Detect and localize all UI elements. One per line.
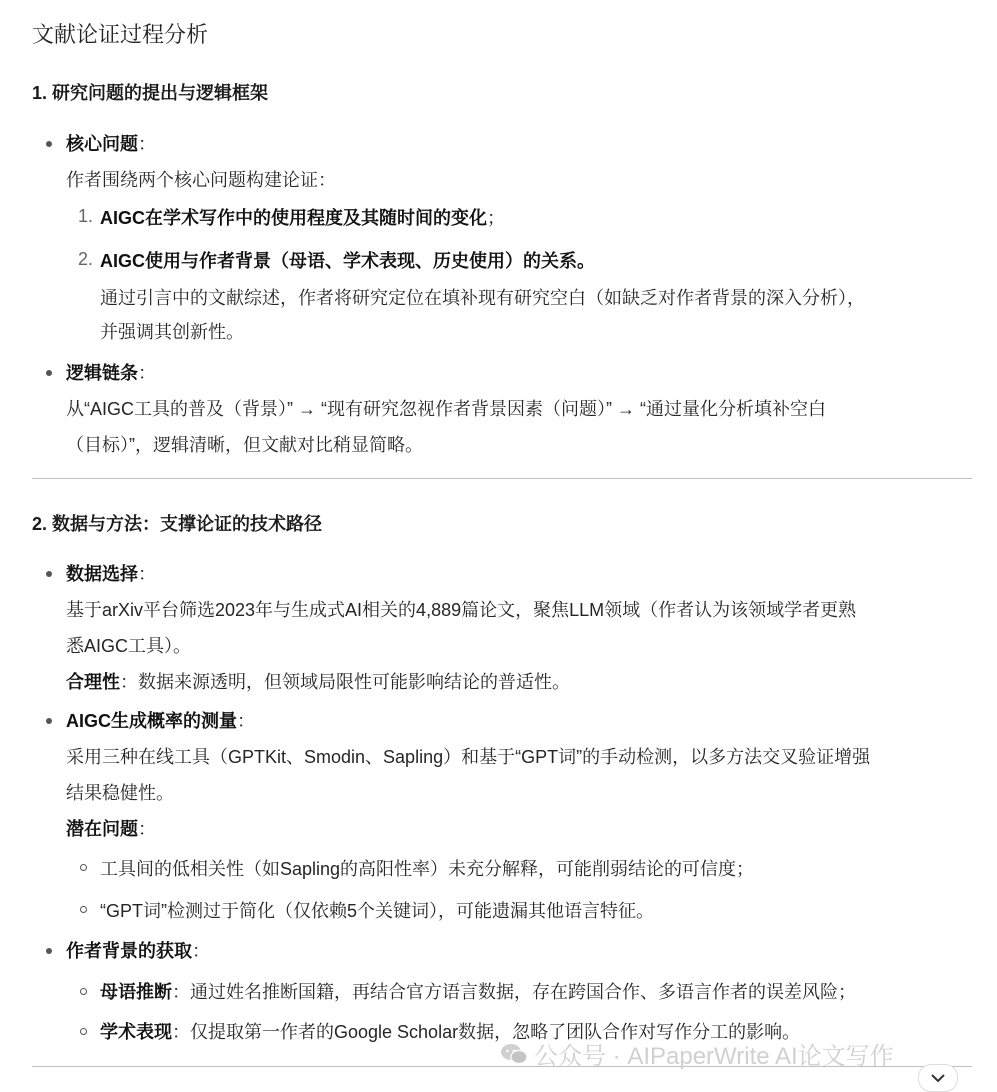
core-question-item-2: AIGC使用与作者背景（母语、学术表现、历史使用）的关系。 [100,251,595,271]
potential-issues-label: 潜在问题： [66,819,156,839]
issue-item: “GPT词”检测过于简化（仅依赖5个关键词），可能遗漏其他语言特征。 [100,901,654,921]
bullet-dot [46,948,52,954]
core-question-label: 核心问题： [66,134,156,154]
measure-text: 采用三种在线工具（GPTKit、Smodin、Sapling）和基于“GPT词”的手动检测，以多方法交叉验证增强 [66,747,871,767]
circle-bullet [80,864,87,871]
core-question-desc: 并强调其创新性。 [100,322,244,342]
page-title: 文献论证过程分析 [32,22,209,47]
section1-heading: 1. 研究问题的提出与逻辑框架 [32,83,269,103]
bullet-dot [46,718,52,724]
data-selection-text: 悉AIGC工具）。 [66,636,192,656]
data-selection-label: 数据选择： [66,564,156,584]
bullet-dot [46,370,52,376]
list-number: 1. [78,206,94,226]
watermark [500,1036,894,1071]
circle-bullet [80,906,87,913]
core-question-item-1: AIGC在学术写作中的使用程度及其随时间的变化； [100,208,505,228]
background-item: 学术表现：仅提取第一作者的Google Scholar数据，忽略了团队合作对写作分工的影响。 [100,1022,801,1042]
measure-label: AIGC生成概率的测量： [66,711,255,731]
watermark-text: 公众号 · AIPaperWrite AI论文写作 [534,1043,894,1070]
logic-chain-text: 从“AIGC工具的普及（背景）” → “现有研究忽视作者背景因素（问题）” → “通过量化分析填补空白 [66,399,826,419]
logic-chain-label: 逻辑链条： [66,363,156,383]
issue-item: 工具间的低相关性（如Sapling的高阳性率）未充分解释，可能削弱结论的可信度； [100,859,755,879]
author-background-label: 作者背景的获取： [66,941,210,961]
core-question-desc: 通过引言中的文献综述，作者将研究定位在填补现有研究空白（如缺乏对作者背景的深入分析）， [100,288,865,308]
rationality-note: 合理性：数据来源透明，但领域局限性可能影响结论的普适性。 [66,672,570,692]
data-selection-text: 基于arXiv平台筛选2023年与生成式AI相关的4,889篇论文，聚焦LLM领域（作者认为该领域学者更熟 [66,600,857,620]
list-number: 2. [78,249,94,269]
background-item: 母语推断：通过姓名推断国籍，再结合官方语言数据，存在跨国合作、多语言作者的误差风险； [100,982,856,1002]
scroll-down-button[interactable] [918,1064,958,1092]
core-question-intro: 作者围绕两个核心问题构建论证： [66,170,336,190]
wechat-icon [500,1043,528,1065]
bullet-dot [46,571,52,577]
divider [32,478,972,479]
logic-chain-text: （目标）”，逻辑清晰，但文献对比稍显简略。 [66,435,423,455]
bullet-dot [46,141,52,147]
chevron-down-icon [930,1073,946,1083]
section2-heading: 2. 数据与方法：支撑论证的技术路径 [32,514,323,534]
circle-bullet [80,1028,87,1035]
circle-bullet [80,988,87,995]
measure-text: 结果稳健性。 [66,783,174,803]
